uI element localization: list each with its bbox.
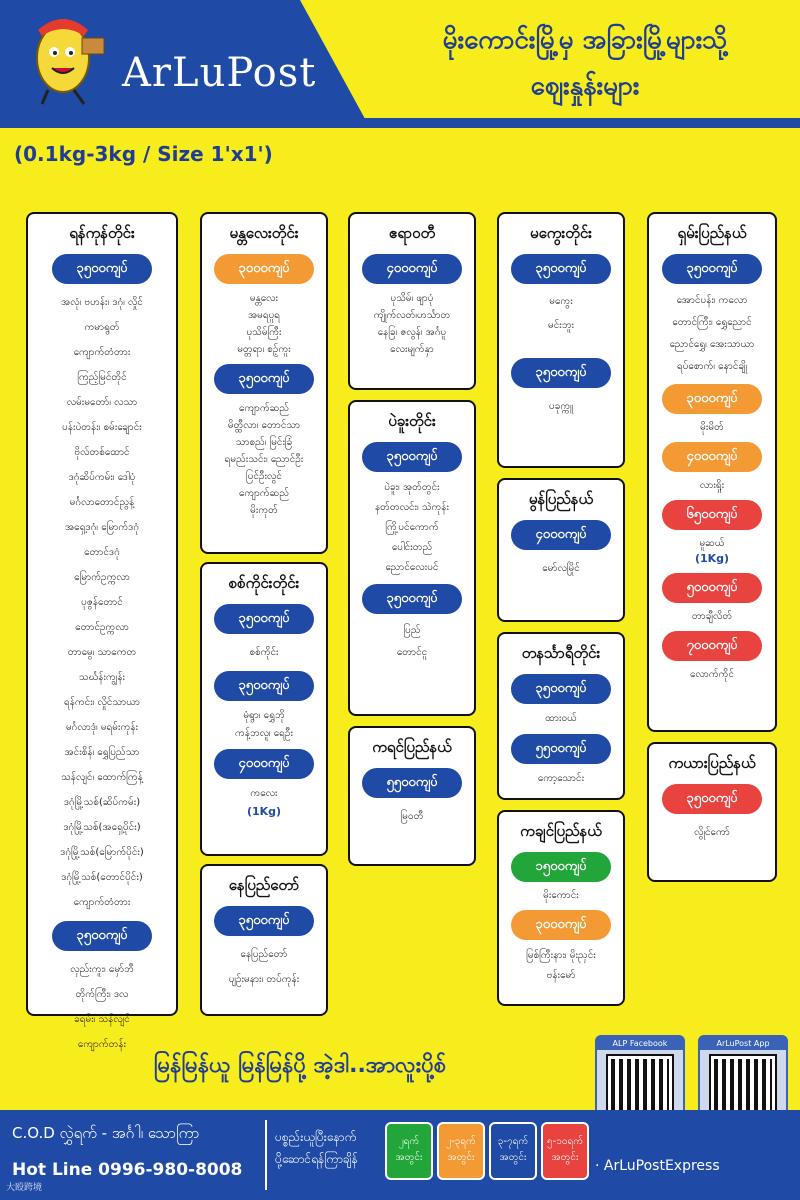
delivery-days-badge: ၂ရက်အတွင်း: [385, 1122, 433, 1180]
slogan: မြန်မြန်ယူ မြန်မြန်ပို့ အဲ့ဒါ..အာလူးပို့စ်: [153, 1053, 447, 1078]
town-list: မိုးကောင်း: [543, 890, 579, 901]
price-badge: ၃၅၀၀ကျပ်: [214, 364, 314, 394]
price-badge: ၃၅၀၀ကျပ်: [511, 254, 611, 284]
price-badge: ၃၅၀၀ကျပ်: [662, 784, 762, 814]
brand-name: ArLuPost: [122, 50, 317, 96]
delivery-time-label: ပစ္စည်းယူပြီးနောက် ပို့ဆောင်ရန်ကြာချိန်: [275, 1130, 358, 1166]
region-card-mon: [497, 478, 625, 622]
region-card-yangon: [26, 212, 178, 1050]
price-badge: ၁၅၀၀ကျပ်: [511, 852, 611, 882]
price-badge: ၅၅၀၀ကျပ်: [511, 734, 611, 764]
region-card-ayeyarwady: [348, 212, 476, 390]
page-subtitle: ဈေးနှုန်းများ: [530, 71, 640, 101]
price-badge: ၃၅၀၀ကျပ်: [362, 442, 462, 472]
price-badge: ၅၀၀၀ကျပ်: [662, 573, 762, 603]
town-list: မြစ်ကြီးနား၊ မိုးညှင်း ဗန်းမော်: [526, 950, 596, 981]
town-list: မုံရွာ၊ ရွှေဘို ကန့်ဘလူ၊ ရေဦး: [235, 710, 293, 739]
town-list: မန္တလေး အမရပူရ ပုသိမ်ကြီး မတ္တရာ၊ စဉ့်ကူး: [237, 293, 291, 355]
town-list: ကလေး (1Kg): [246, 788, 282, 818]
price-badge: ၅၅၀၀ကျပ်: [362, 768, 462, 798]
region-title: စစ်ကိုင်းတိုင်း: [228, 574, 300, 592]
price-badge: ၄၀၀၀ကျပ်: [362, 254, 462, 284]
price-badge: ၃၅၀၀ကျပ်: [214, 671, 314, 701]
price-badge: ၄၀၀၀ကျပ်: [511, 520, 611, 550]
page-title: မိုးကောင်းမြို့မှ အခြားမြို့များသို့: [442, 25, 728, 55]
region-title: ကချင်ပြည်နယ်: [520, 822, 602, 840]
price-badge: ၃၅၀၀ကျပ်: [52, 921, 152, 951]
region-card-mandalay: [200, 212, 328, 554]
cod-note: C.O.D လွှဲရက် - အင်္ဂါ၊ သောကြာ: [12, 1124, 200, 1142]
town-list: လှည်းကူး၊ မှော်ဘီ တိုက်ကြီး၊ ဒလ ခရမ်း၊ သန်လျင် ကျောက်တန်း: [70, 964, 134, 1050]
region-title: မန္တလေးတိုင်း: [229, 224, 299, 242]
region-card-kayin: [348, 726, 476, 866]
town-list: မိုးမိတ်: [700, 422, 724, 433]
town-list: စစ်ကိုင်း: [249, 647, 279, 658]
wechat-account-name: · ArLuPostExpress: [595, 1158, 720, 1174]
town-list: ပုသိမ်၊ ဖျာပုံ ကျိုက်လတ်၊ဟင်္သာတ နေခြ၊ ဇလွန်၊ အင်္ဂပူ လေးမျက်နှာ: [373, 293, 451, 355]
region-card-naypyitaw: [200, 864, 328, 1016]
footer-divider: [265, 1120, 267, 1190]
delivery-days-badge: ၃-၇ရက်အတွင်း: [489, 1122, 537, 1180]
header: [0, 0, 800, 128]
town-list: လောက်ကိုင်: [689, 669, 735, 680]
region-card-kachin: [497, 810, 625, 1006]
town-list: မူဆယ် (1Kg): [694, 538, 730, 565]
region-title: ပဲခူးတိုင်း: [388, 412, 436, 430]
town-list: ထားဝယ်: [545, 713, 577, 724]
qr-title: ArLuPost App: [700, 1037, 786, 1050]
region-title: မွန်ပြည်နယ်: [528, 490, 594, 508]
region-card-sagaing: [200, 562, 328, 856]
region-title: တနင်္သာရီတိုင်း: [521, 644, 601, 662]
town-list: အလုံ၊ ဗဟန်း၊ ဒဂုံ၊ လှိုင် ကမာရွတ် ကျောက်တံတား ကြည့်မြင်တိုင် လမ်းမတော်၊ လသာ ပန်းပဲတန်း၊ စမ်းချောင်း ဗိုလ်တစ်ထောင် ဒဂုံဆိပ်ကမ်း၊ ဒေါပုံ မင်္ဂလာတောင်ညွန့် အရှေ့ဒဂုံ၊ မြောက်ဒဂုံ တောင်ဒဂုံ မြောက်ဥက္ကလာ ပုဇွန်တောင် တောင်ဥက္ကလာ တာမွေ၊ သာကေတ သင်္ဃန်းကျွန်း ရန်ကင်း၊ လှိုင်သာယာ မင်္ဂလာဒုံ၊ မရမ်းကုန်း အင်းစိန်၊ ရွှေပြည်သာ သန်လျင်၊ ထောက်ကြန့် ဒဂုံမြို့သစ်(ဆိပ်ကမ်း) ဒဂုံမြို့သစ်(အရှေ့ပိုင်း) ဒဂုံမြို့သစ်(မြောက်ပိုင်း) ဒဂုံမြို့သစ်(တောင်ပိုင်း) ကျောက်တံတား: [60, 297, 144, 908]
price-badge: ၃၅၀၀ကျပ်: [52, 254, 152, 284]
price-badge: ၃၀၀၀ကျပ်: [214, 254, 314, 284]
town-list: မြဝတီ: [400, 811, 424, 822]
price-badge: ၃၅၀၀ကျပ်: [511, 358, 611, 388]
town-list: လားရှိုး: [699, 480, 725, 491]
town-list: အောင်ပန်း၊ ကလော တောင်ကြီး၊ ရွှေညောင် ညောင်ရွှေ၊ အေးသာယာ ရပ်စောက်၊ နောင်ချို: [669, 295, 755, 372]
town-list: မကွေး မင်းဘူး: [548, 296, 574, 331]
price-badge: ၃၅၀၀ကျပ်: [662, 254, 762, 284]
price-badge: ၃၅၀၀ကျပ်: [214, 604, 314, 634]
hotline[interactable]: Hot Line 0996-980-8008: [12, 1160, 243, 1180]
price-badge: ၃၀၀၀ကျပ်: [511, 910, 611, 940]
town-list: ပခုက္ကူ: [549, 401, 573, 412]
region-title: ရန်ကုန်တိုင်း: [69, 224, 135, 242]
price-badge: ၃၅၀၀ကျပ်: [362, 584, 462, 614]
region-title: နေပြည်တော်: [228, 876, 300, 894]
town-list: ပဲခူး၊ အုတ်တွင်း နတ်တလင်း၊ သဲကုန်း ကြို့ပင်ကောက် ပေါင်းတည် ညောင်လေးပင်: [374, 482, 450, 573]
region-title: မကွေးတိုင်း: [530, 224, 592, 242]
price-badge: ၃၅၀၀ကျပ်: [214, 906, 314, 936]
price-badge: ၃၅၀၀ကျပ်: [511, 674, 611, 704]
town-list: လွိုင်ကော်: [694, 827, 730, 838]
potato-mascot-icon: [18, 8, 108, 108]
weight-size-note: (0.1kg-3kg / Size 1'x1'): [14, 142, 273, 166]
region-title: ရှမ်းပြည်နယ်: [677, 224, 747, 242]
qr-title: ALP Facebook: [597, 1037, 683, 1050]
region-card-kayah: [647, 742, 777, 882]
town-list: ကျောက်ဆည် မိတ္ထီလာ၊ တောင်သာ သာစည်၊ မြင်းခြံ ရမည်းသင်း၊ ညောင်ဦး ပြင်ဦးလွင် ကျောက်ဆည် မိုးကုတ်: [224, 403, 304, 516]
region-title: ကယားပြည်နယ်: [668, 754, 756, 772]
town-list: ပြည် တောင်ငူ: [396, 625, 428, 658]
town-list: ကော့သောင်း: [537, 773, 585, 784]
region-title: ဧရာဝတီ: [388, 224, 436, 242]
header-stripe: [0, 118, 800, 128]
watermark: 大殴跨境: [6, 1183, 43, 1193]
price-badge: ၄၀၀၀ကျပ်: [662, 442, 762, 472]
region-card-magway: [497, 212, 625, 468]
town-list: နေပြည်တော် ပျဉ်းမနား၊ တပ်ကုန်း: [228, 949, 300, 985]
region-card-tanintharyi: [497, 632, 625, 800]
town-list: တာချီလိတ်: [691, 611, 733, 622]
delivery-days-badge: ၂-၃ရက်အတွင်း: [437, 1122, 485, 1180]
town-list: မော်လမြိုင်: [542, 563, 580, 574]
price-badge: ၄၀၀၀ကျပ်: [214, 749, 314, 779]
price-badge: ၃၀၀၀ကျပ်: [662, 384, 762, 414]
price-badge: ၇၀၀၀ကျပ်: [662, 631, 762, 661]
region-card-bago: [348, 400, 476, 716]
region-card-shan: [647, 212, 777, 732]
delivery-days-badge: ၅-၁၀ရက်အတွင်း: [541, 1122, 589, 1180]
price-badge: ၆၅၀၀ကျပ်: [662, 500, 762, 530]
region-title: ကရင်ပြည်နယ်: [372, 738, 452, 756]
